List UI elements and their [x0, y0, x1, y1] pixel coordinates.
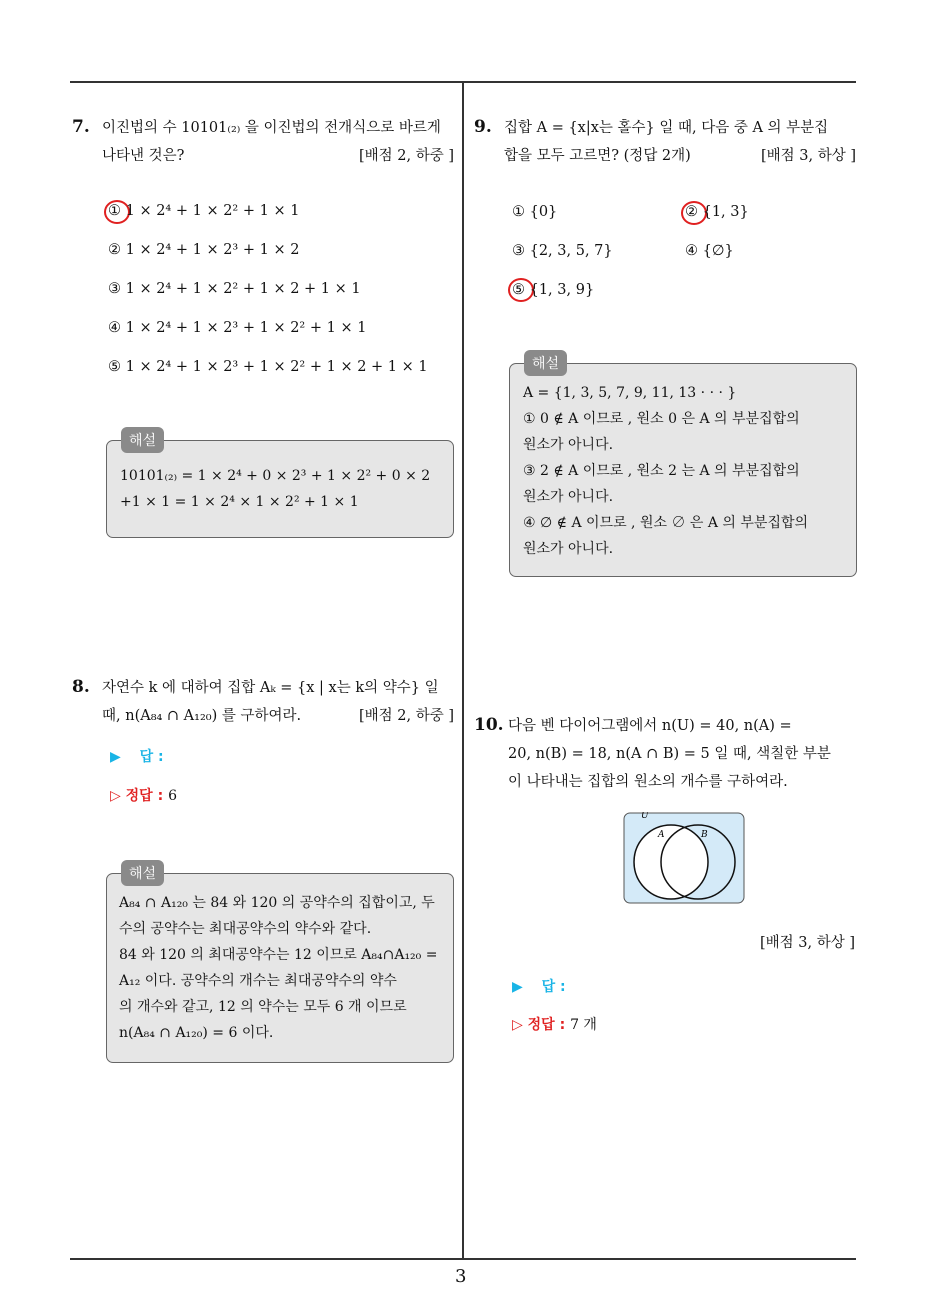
choice-2[interactable]: ② {1, 3}	[685, 204, 749, 220]
choice-3[interactable]: ③ 1 × 2⁴ + 1 × 2² + 1 × 2 + 1 × 1	[108, 281, 361, 297]
question-7	[72, 113, 454, 170]
answer-label: 답 :	[139, 749, 164, 765]
venn-label-a: A	[658, 830, 665, 840]
venn-label-u: U	[641, 812, 649, 821]
solution-line: +1 × 1 = 1 × 2⁴ × 1 × 2² + 1 × 1	[120, 494, 359, 510]
column-divider	[462, 81, 464, 1259]
score-label: [배점 3, 하상 ]	[760, 935, 856, 951]
question-text-line2: 나타낸 것은?	[102, 148, 185, 164]
solution-line: 10101₍₂₎ = 1 × 2⁴ + 0 × 2³ + 1 × 2² + 0 × 2	[120, 468, 431, 484]
choice-1[interactable]: ① 1 × 2⁴ + 1 × 2² + 1 × 1	[108, 203, 300, 219]
answer-row	[110, 746, 164, 766]
question-number: 8.	[72, 677, 90, 697]
solution-tag: 해설	[524, 350, 567, 376]
solution-line: 원소가 아니다.	[523, 489, 614, 505]
question-text-line2: 합을 모두 고르면? (정답 2개)	[504, 148, 691, 164]
question-text-line1: 집합 A = {x|x는 홀수} 일 때, 다음 중 A 의 부분집	[504, 120, 829, 136]
play-icon: ▶	[512, 979, 523, 995]
choice-4[interactable]: ④ 1 × 2⁴ + 1 × 2³ + 1 × 2² + 1 × 1	[108, 320, 367, 336]
play-icon: ▶	[110, 749, 121, 765]
solution-line: 원소가 아니다.	[523, 437, 614, 453]
question-number: 7.	[72, 117, 90, 137]
score-label: [배점 2, 하중 ]	[358, 148, 454, 164]
solution-line: A₈₄ ∩ A₁₂₀ 는 84 와 120 의 공약수의 집합이고, 두	[119, 895, 435, 911]
choice-5[interactable]: ⑤ {1, 3, 9}	[512, 282, 595, 298]
correct-value: 6	[168, 788, 177, 804]
score-label: [배점 3, 하상 ]	[760, 148, 856, 164]
solution-line: 의 개수와 같고, 12 의 약수는 모두 6 개 이므로	[119, 999, 407, 1015]
question-text-line1: 자연수 k 에 대하여 집합 Aₖ = {x | x는 k의 약수} 일	[102, 680, 439, 696]
solution-line: 84 와 120 의 최대공약수는 12 이므로 A₈₄∩A₁₂₀ =	[119, 947, 438, 963]
correct-answer-row	[110, 785, 177, 805]
outline-triangle-icon: ▷	[512, 1017, 523, 1033]
solution-line: ③ 2 ∉ A 이므로 , 원소 2 는 A 의 부분집합의	[523, 463, 800, 479]
correct-value: 7 개	[570, 1017, 597, 1033]
question-text-line1: 이진법의 수 10101₍₂₎ 을 이진법의 전개식으로 바르게	[102, 120, 441, 136]
answer-row	[512, 976, 566, 996]
solution-tag: 해설	[121, 427, 164, 453]
question-text-line2: 때, n(A₈₄ ∩ A₁₂₀) 를 구하여라.	[102, 708, 302, 724]
choice-2[interactable]: ② 1 × 2⁴ + 1 × 2³ + 1 × 2	[108, 242, 300, 258]
solution-line: A = {1, 3, 5, 7, 9, 11, 13 · · · }	[523, 385, 737, 401]
question-8	[72, 673, 454, 730]
correct-answer-row	[512, 1014, 597, 1034]
score-label: [배점 2, 하중 ]	[358, 708, 454, 724]
solution-box-9	[509, 356, 857, 577]
question-number: 10.	[474, 715, 504, 735]
question-10	[474, 711, 858, 796]
correct-label: 정답 :	[527, 1017, 566, 1033]
correct-label: 정답 :	[125, 788, 164, 804]
venn-diagram	[623, 812, 745, 904]
venn-label-b: B	[701, 830, 708, 840]
solution-box-7	[106, 433, 454, 538]
solution-box-8	[106, 866, 454, 1063]
solution-line: 수의 공약수는 최대공약수의 약수와 같다.	[119, 921, 372, 937]
question-text-line3: 이 나타내는 집합의 원소의 개수를 구하여라.	[508, 774, 788, 790]
solution-line: ① 0 ∉ A 이므로 , 원소 0 은 A 의 부분집합의	[523, 411, 800, 427]
answer-label: 답 :	[541, 979, 566, 995]
question-9	[474, 113, 856, 170]
solution-line: ④ ∅ ∉ A 이므로 , 원소 ∅ 은 A 의 부분집합의	[523, 515, 809, 531]
question-text-line1: 다음 벤 다이어그램에서 n(U) = 40, n(A) =	[508, 718, 792, 734]
solution-line: 원소가 아니다.	[523, 541, 614, 557]
choice-3[interactable]: ③ {2, 3, 5, 7}	[512, 243, 613, 259]
solution-line: n(A₈₄ ∩ A₁₂₀) = 6 이다.	[119, 1025, 274, 1041]
page-number: 3	[455, 1266, 467, 1287]
outline-triangle-icon: ▷	[110, 788, 121, 804]
bottom-rule	[70, 1258, 856, 1260]
solution-line: A₁₂ 이다. 공약수의 개수는 최대공약수의 약수	[119, 973, 397, 989]
choice-1[interactable]: ① {0}	[512, 204, 558, 220]
choice-5[interactable]: ⑤ 1 × 2⁴ + 1 × 2³ + 1 × 2² + 1 × 2 + 1 × 1	[108, 359, 428, 375]
solution-tag: 해설	[121, 860, 164, 886]
question-text-line2: 20, n(B) = 18, n(A ∩ B) = 5 일 때, 색칠한 부분	[508, 746, 831, 762]
choice-4[interactable]: ④ {∅}	[685, 243, 734, 259]
question-number: 9.	[474, 117, 492, 137]
